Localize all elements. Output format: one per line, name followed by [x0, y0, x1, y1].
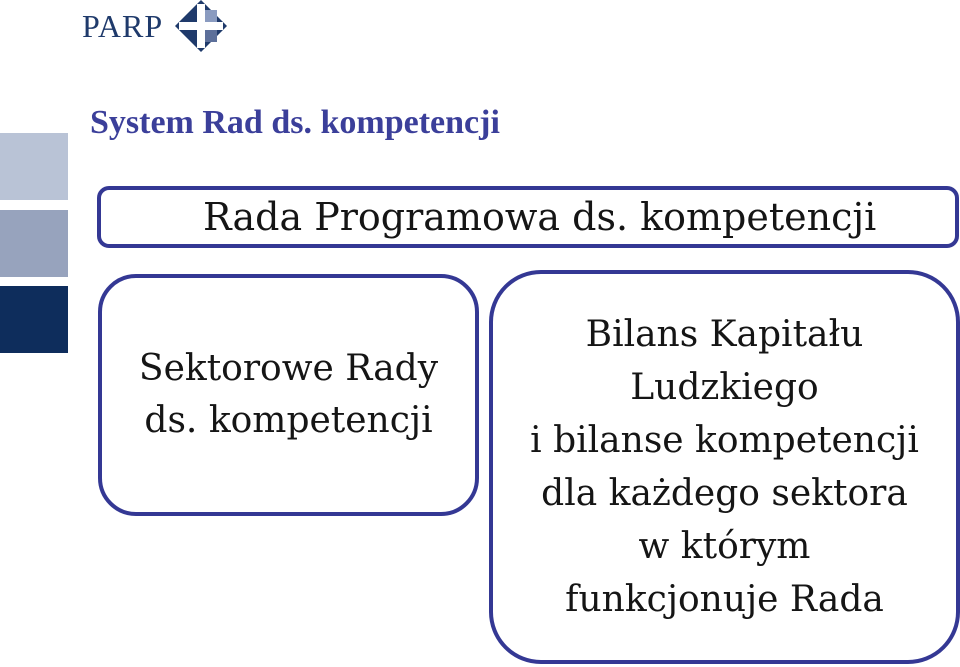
- box-left-line: ds. kompetencji: [144, 400, 433, 441]
- decor-bar-dark: [0, 286, 68, 353]
- box-bilans-kapitalu: [489, 270, 960, 664]
- parp-logo: [82, 0, 229, 52]
- box-right-line: Bilans Kapitału: [585, 314, 864, 355]
- box-sektorowe-rady: [98, 274, 479, 516]
- box-right-line: i bilanse kompetencji: [530, 420, 919, 461]
- box-rada-programowa: [97, 186, 959, 248]
- box-left-line: Sektorowe Rady: [138, 348, 439, 389]
- box-top-label: Rada Programowa ds. kompetencji: [203, 195, 877, 239]
- decor-bar-light: [0, 133, 68, 200]
- box-right-line: funkcjonuje Rada: [565, 579, 884, 620]
- parp-logo-icon: [175, 0, 229, 52]
- logo-text: PARP: [82, 8, 164, 44]
- box-right-line: w którym: [638, 526, 811, 567]
- box-right-line: dla każdego sektora: [541, 473, 908, 514]
- slide-title: System Rad ds. kompetencji: [90, 104, 500, 141]
- decor-bar-mid: [0, 210, 68, 277]
- box-right-line: Ludzkiego: [630, 367, 819, 408]
